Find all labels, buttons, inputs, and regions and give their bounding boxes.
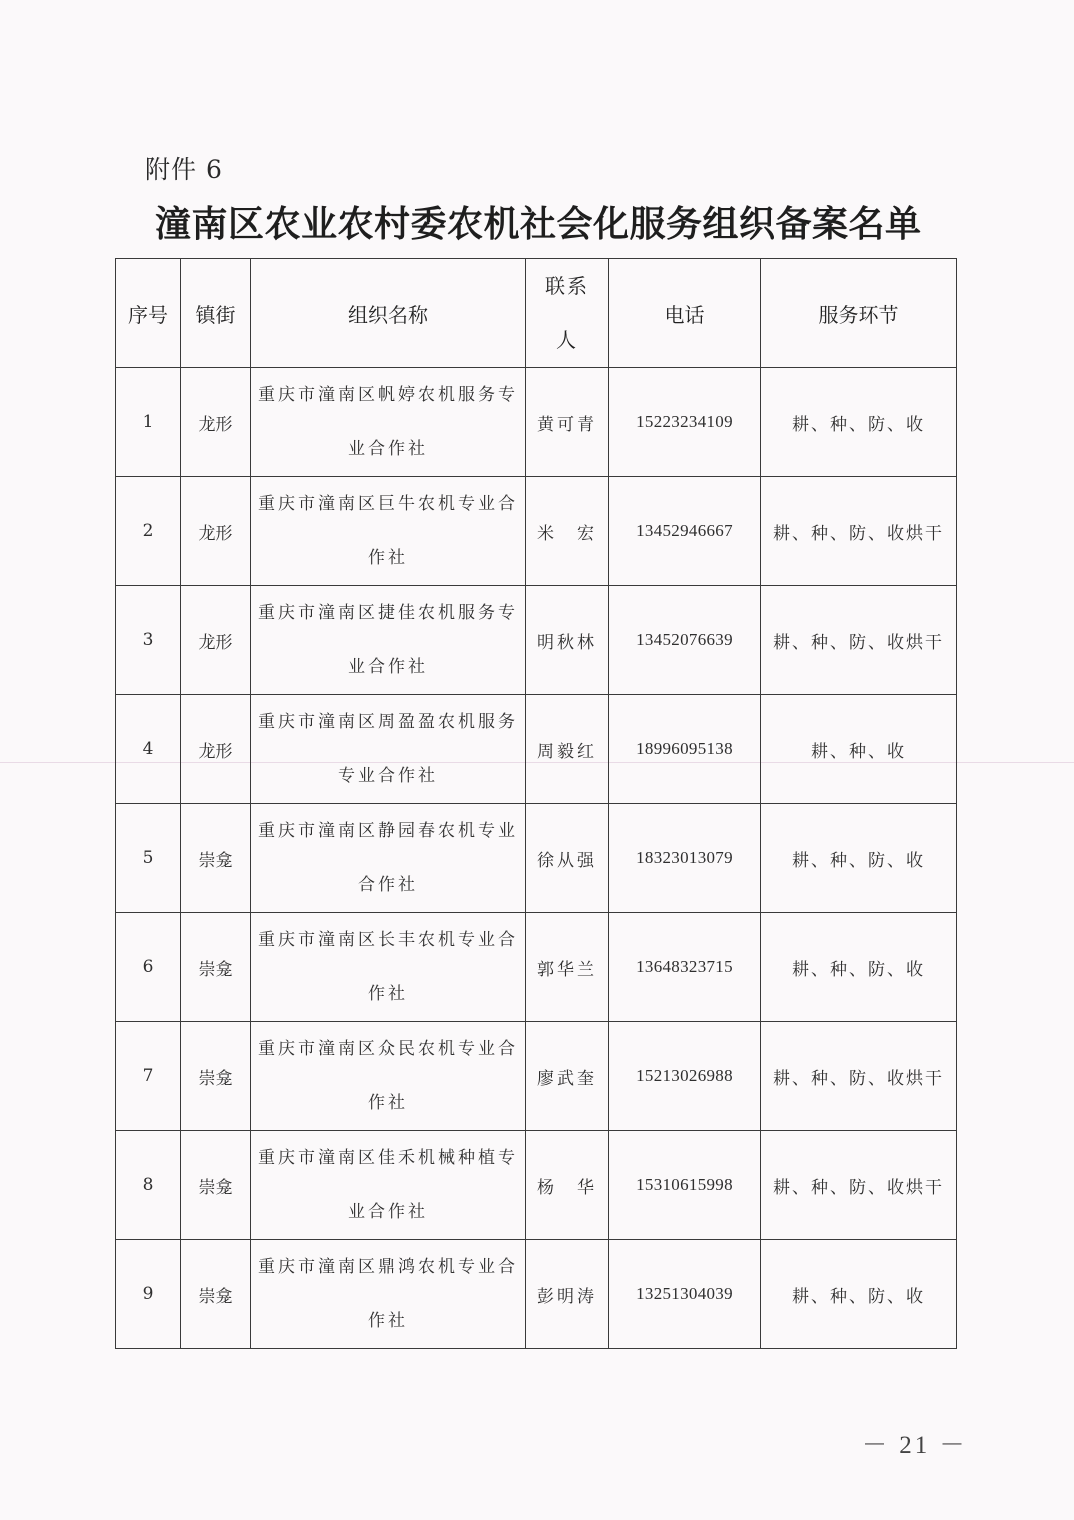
service-text: 耕、种、防、收烘干 bbox=[773, 1177, 944, 1198]
cell-contact bbox=[526, 913, 609, 1022]
service-text: 耕、种、防、收 bbox=[792, 1286, 925, 1307]
cell-phone: 15310615998 bbox=[609, 1131, 761, 1240]
cell-no: 4 bbox=[116, 695, 181, 804]
registration-table bbox=[115, 258, 957, 1349]
cell-org bbox=[251, 368, 526, 477]
org-name: 重庆市潼南区帆婷农机服务专业合作社 bbox=[258, 385, 518, 459]
cell-service bbox=[761, 1022, 957, 1131]
contact-name: 黄可青 bbox=[537, 414, 597, 435]
contact-name: 廖武奎 bbox=[537, 1068, 597, 1089]
table-row bbox=[116, 1022, 957, 1131]
cell-no: 1 bbox=[116, 368, 181, 477]
cell-no: 2 bbox=[116, 477, 181, 586]
cell-contact bbox=[526, 477, 609, 586]
cell-contact bbox=[526, 1022, 609, 1131]
contact-name: 杨 华 bbox=[537, 1177, 597, 1198]
header-town: 镇街 bbox=[181, 259, 251, 368]
cell-no: 6 bbox=[116, 913, 181, 1022]
contact-name: 明秋林 bbox=[537, 632, 597, 653]
cell-town: 崇龛 bbox=[181, 1131, 251, 1240]
cell-no: 7 bbox=[116, 1022, 181, 1131]
service-text: 耕、种、防、收烘干 bbox=[773, 1068, 944, 1089]
header-contact bbox=[526, 259, 609, 368]
org-name: 重庆市潼南区静园春农机专业合作社 bbox=[258, 821, 518, 895]
contact-name: 徐从强 bbox=[537, 850, 597, 871]
page-number: － 21 － bbox=[862, 1432, 968, 1459]
header-contact-line2: 人 bbox=[556, 328, 578, 352]
cell-town: 龙形 bbox=[181, 368, 251, 477]
cell-town: 崇龛 bbox=[181, 913, 251, 1022]
org-name: 重庆市潼南区佳禾机械种植专业合作社 bbox=[258, 1148, 518, 1222]
cell-contact bbox=[526, 804, 609, 913]
cell-town: 龙形 bbox=[181, 477, 251, 586]
table-row bbox=[116, 1131, 957, 1240]
header-service: 服务环节 bbox=[761, 259, 957, 368]
service-text: 耕、种、防、收 bbox=[792, 850, 925, 871]
cell-phone: 15213026988 bbox=[609, 1022, 761, 1131]
cell-contact bbox=[526, 695, 609, 804]
org-name: 重庆市潼南区鼎鸿农机专业合作社 bbox=[258, 1257, 518, 1331]
table-row bbox=[116, 586, 957, 695]
cell-phone: 18996095138 bbox=[609, 695, 761, 804]
cell-service bbox=[761, 586, 957, 695]
service-text: 耕、种、防、收 bbox=[792, 959, 925, 980]
cell-service bbox=[761, 913, 957, 1022]
cell-contact bbox=[526, 368, 609, 477]
service-text: 耕、种、防、收烘干 bbox=[773, 523, 944, 544]
org-name: 重庆市潼南区捷佳农机服务专业合作社 bbox=[258, 603, 518, 677]
header-contact-line1: 联系 bbox=[545, 274, 589, 298]
cell-org bbox=[251, 1240, 526, 1349]
attachment-label: 附件 6 bbox=[145, 155, 223, 184]
cell-service bbox=[761, 477, 957, 586]
cell-contact bbox=[526, 586, 609, 695]
cell-org bbox=[251, 804, 526, 913]
cell-town: 龙形 bbox=[181, 695, 251, 804]
contact-name: 郭华兰 bbox=[537, 959, 597, 980]
org-name: 重庆市潼南区巨牛农机专业合作社 bbox=[258, 494, 518, 568]
cell-org bbox=[251, 1131, 526, 1240]
header-org: 组织名称 bbox=[251, 259, 526, 368]
header-phone: 电话 bbox=[609, 259, 761, 368]
table-row bbox=[116, 804, 957, 913]
cell-town: 崇龛 bbox=[181, 804, 251, 913]
cell-org bbox=[251, 1022, 526, 1131]
cell-service bbox=[761, 695, 957, 804]
cell-no: 9 bbox=[116, 1240, 181, 1349]
cell-town: 崇龛 bbox=[181, 1022, 251, 1131]
table-row bbox=[116, 368, 957, 477]
table-row bbox=[116, 913, 957, 1022]
org-name: 重庆市潼南区周盈盈农机服务专业合作社 bbox=[258, 712, 518, 786]
service-text: 耕、种、防、收烘干 bbox=[773, 632, 944, 653]
cell-phone: 13452076639 bbox=[609, 586, 761, 695]
service-text: 耕、种、收 bbox=[811, 741, 906, 762]
cell-town: 龙形 bbox=[181, 586, 251, 695]
table-row bbox=[116, 477, 957, 586]
cell-contact bbox=[526, 1131, 609, 1240]
org-name: 重庆市潼南区众民农机专业合作社 bbox=[258, 1039, 518, 1113]
cell-phone: 18323013079 bbox=[609, 804, 761, 913]
cell-service bbox=[761, 804, 957, 913]
document-title: 潼南区农业农村委农机社会化服务组织备案名单 bbox=[155, 203, 922, 245]
cell-no: 3 bbox=[116, 586, 181, 695]
cell-org bbox=[251, 695, 526, 804]
contact-name: 米 宏 bbox=[537, 523, 597, 544]
cell-org bbox=[251, 913, 526, 1022]
org-name: 重庆市潼南区长丰农机专业合作社 bbox=[258, 930, 518, 1004]
table-header-row bbox=[116, 259, 957, 368]
cell-org bbox=[251, 586, 526, 695]
contact-name: 彭明涛 bbox=[537, 1286, 597, 1307]
cell-service bbox=[761, 1240, 957, 1349]
cell-service bbox=[761, 368, 957, 477]
cell-contact bbox=[526, 1240, 609, 1349]
header-no: 序号 bbox=[116, 259, 181, 368]
cell-town: 崇龛 bbox=[181, 1240, 251, 1349]
cell-phone: 15223234109 bbox=[609, 368, 761, 477]
cell-no: 5 bbox=[116, 804, 181, 913]
cell-service bbox=[761, 1131, 957, 1240]
cell-no: 8 bbox=[116, 1131, 181, 1240]
table-row bbox=[116, 695, 957, 804]
cell-org bbox=[251, 477, 526, 586]
cell-phone: 13251304039 bbox=[609, 1240, 761, 1349]
service-text: 耕、种、防、收 bbox=[792, 414, 925, 435]
cell-phone: 13452946667 bbox=[609, 477, 761, 586]
table-row bbox=[116, 1240, 957, 1349]
cell-phone: 13648323715 bbox=[609, 913, 761, 1022]
contact-name: 周毅红 bbox=[537, 741, 597, 762]
